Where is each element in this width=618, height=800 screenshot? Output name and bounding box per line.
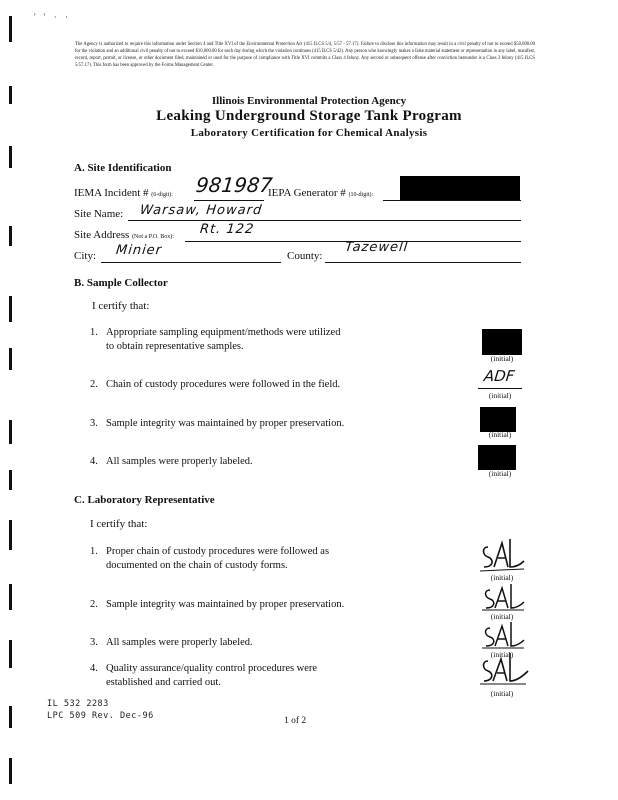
county-label: County: (287, 250, 323, 262)
site-address-label-text: Site Address (74, 229, 130, 241)
edge-mark (9, 348, 12, 370)
item-text-cont: to obtain representative samples. (106, 341, 244, 352)
city-underline (101, 262, 281, 263)
collector-item-3 (90, 417, 410, 431)
program-title: Leaking Underground Storage Tank Program (156, 108, 462, 124)
collector-item-4 (90, 455, 410, 469)
iema-label-sub: (6-digit): (151, 192, 173, 198)
item-text: Chain of custody procedures were followed in the field. (106, 379, 341, 390)
iepa-label (268, 187, 373, 199)
redaction-box (400, 176, 520, 200)
item-text: Quality assurance/quality control procedures were (106, 663, 318, 674)
item-text: Appropriate sampling equipment/methods were utilized (106, 327, 341, 338)
city-value[interactable]: Minier (115, 243, 163, 258)
collector-certify: I certify that: (92, 300, 150, 312)
edge-mark (9, 420, 12, 444)
iepa-label-text: IEPA Generator # (268, 187, 346, 199)
initial-label: (initial) (490, 573, 514, 582)
site-name-label: Site Name: (74, 208, 124, 220)
form-code-1: IL 532 2283 (47, 699, 109, 709)
redaction-box (480, 407, 516, 432)
edge-mark (9, 520, 12, 550)
section-a-heading: A. Site Identification (74, 162, 172, 174)
item-text: Proper chain of custody procedures were followed as (106, 546, 330, 557)
iepa-label-sub: (10-digit): (348, 192, 374, 198)
item-number: 2. (90, 599, 98, 610)
initial-label: (initial) (490, 650, 514, 659)
edge-mark (9, 758, 12, 784)
lab-initial-signature-1 (478, 533, 528, 575)
edge-mark (9, 470, 12, 490)
initial-label: (initial) (490, 612, 514, 621)
lab-initial-signature-3 (480, 620, 528, 652)
edge-mark (9, 226, 12, 246)
initial-underline (478, 388, 522, 389)
section-c-heading: C. Laboratory Representative (74, 494, 215, 506)
site-address-value[interactable]: Rt. 122 (199, 222, 256, 237)
lab-item-1 (90, 545, 410, 573)
scan-corner-marks: ' ' · · (34, 12, 71, 22)
site-address-label-sub: (Not a P.O. Box): (132, 234, 174, 240)
edge-mark (9, 296, 12, 322)
item-text: Sample integrity was maintained by proper preservation. (106, 418, 345, 429)
initial-label: (initial) (490, 689, 514, 698)
edge-mark (9, 16, 12, 42)
redaction-box (482, 329, 522, 355)
item-number: 3. (90, 418, 98, 429)
lab-initial-signature-4 (478, 651, 532, 689)
lab-certify: I certify that: (90, 518, 148, 530)
item-text: All samples were properly labeled. (106, 637, 253, 648)
iepa-underline (383, 200, 521, 201)
iema-label-text: IEMA Incident # (74, 187, 149, 199)
initial-label: (initial) (488, 391, 512, 400)
item-number: 4. (90, 663, 98, 674)
form-code-2: LPC 509 Rev. Dec-96 (47, 711, 154, 721)
item-number: 2. (90, 379, 98, 390)
county-value[interactable]: Tazewell (344, 240, 410, 255)
initial-label: (initial) (488, 430, 512, 439)
legal-notice: The Agency is authorized to require this information under Section 4 and Title XVI of the Environmental Protection Act (415 ILCS 5/4, 5/57 - 57.17). Failure to disclose this information may result in a civil penalty of not to exceed $50,000.00 for the violation and an additional civil penalty of not to exceed $10,000.00 for each day during which the violation continues (415 ILCS 5/42). Any person who knowingly makes a false material statement or representation in any label, manifest, record, report, permit, or license, or other document filed, maintained or used for the purpose of compliance with Title XVI commits a Class 4 felony. Any second or subsequent offense after conviction hereunder is a Class 3 felony (415 ILCS 5/57.17). This form has been approved by the Forms Management Center. (75, 42, 535, 68)
agency-title: Illinois Environmental Protection Agency (211, 95, 407, 107)
lab-item-2 (90, 598, 410, 612)
collector-item-2 (90, 378, 410, 392)
site-address-label (74, 229, 174, 241)
county-underline (325, 262, 521, 263)
redaction-box (478, 445, 516, 470)
edge-mark (9, 640, 12, 668)
section-b-heading: B. Sample Collector (74, 277, 168, 289)
iema-incident-value[interactable]: 981987 (194, 173, 274, 197)
edge-mark (9, 706, 12, 728)
collector-initial-2[interactable]: ADF (483, 367, 516, 385)
item-text: Sample integrity was maintained by proper preservation. (106, 599, 345, 610)
item-text-cont: established and carried out. (106, 677, 221, 688)
item-number: 1. (90, 546, 98, 557)
city-label: City: (74, 250, 97, 262)
item-number: 4. (90, 456, 98, 467)
item-number: 1. (90, 327, 98, 338)
item-number: 3. (90, 637, 98, 648)
edge-mark (9, 146, 12, 168)
lab-item-4 (90, 662, 410, 690)
initial-label: (initial) (490, 354, 514, 363)
site-name-value[interactable]: Warsaw, Howard (139, 203, 263, 218)
form-title: Laboratory Certification for Chemical Analysis (190, 127, 428, 139)
iema-label (74, 187, 173, 199)
iema-underline (194, 200, 264, 201)
edge-mark (9, 584, 12, 610)
item-text-cont: documented on the chain of custody forms. (106, 560, 288, 571)
collector-item-1 (90, 326, 390, 354)
site-name-underline (128, 220, 521, 221)
lab-initial-signature-2 (480, 582, 528, 614)
item-text: All samples were properly labeled. (106, 456, 253, 467)
initial-label: (initial) (488, 469, 512, 478)
page-number: 1 of 2 (284, 716, 307, 726)
lab-item-3 (90, 636, 410, 650)
